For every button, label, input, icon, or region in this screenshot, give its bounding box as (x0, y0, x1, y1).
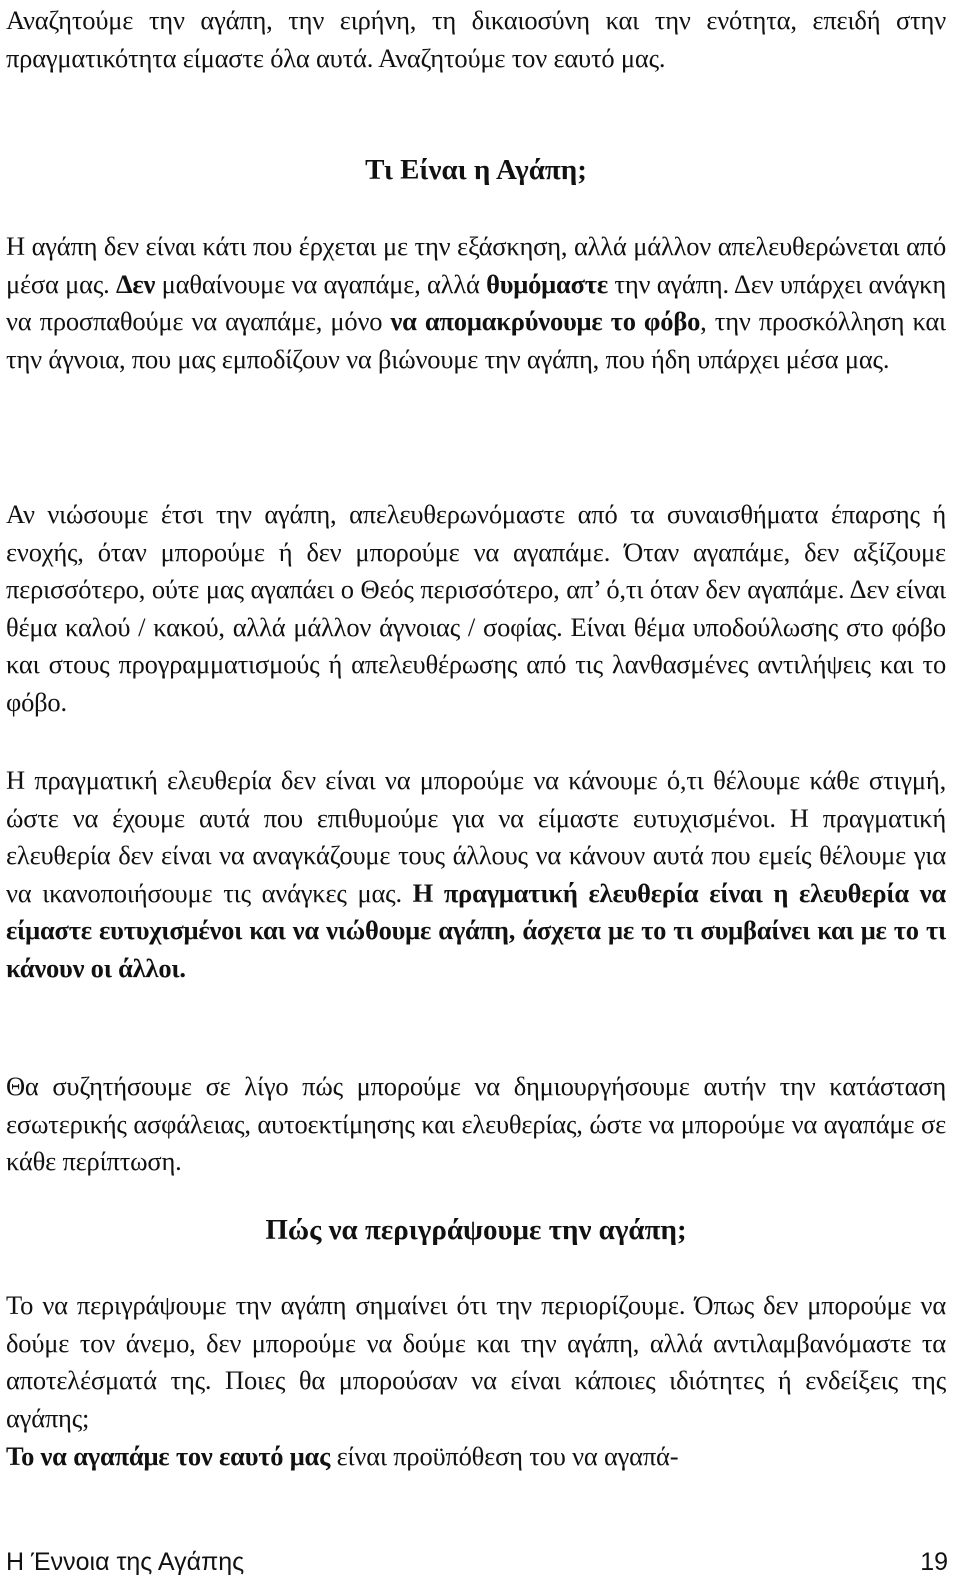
love-paragraph-1 (6, 228, 946, 378)
describe-paragraph-1: Το να περιγράψουμε την αγάπη σημαίνει ότι την περιορίζουμε. Όπως δεν μπορούμε να δούμε τον άνεμο, δεν μπορούμε να δούμε και την αγάπη, αλλά αντιλαμβανόμαστε τα αποτελέσματά της. Ποιες θα μπορούσαν να είναι κάποιες ιδιότητες ή ενδείξεις της αγάπης; (6, 1290, 946, 1433)
footer-book-title: Η Έννοια της Αγάπης (6, 1548, 245, 1576)
bold-run: Δεν (116, 268, 156, 299)
bold-run: Το να αγαπάμε τον εαυτό μας (6, 1441, 331, 1471)
describe-paragraph-2 (6, 1438, 946, 1476)
intro-paragraph: Αναζητούμε την αγάπη, την ειρήνη, τη δικαιοσύνη και την ενότητα, επειδή στην πραγματικότητα είμαστε όλα αυτά. Αναζητούμε τον εαυτό μας. (6, 5, 946, 73)
text-run: Η αγάπη δεν είναι κάτι που έρχεται με την εξάσκηση, αλλά μάλλον απελευθερώνεται από μέσα μας. (6, 231, 946, 299)
text-run: , την προσκόλληση και την άγνοια, που μας εμποδίζουν να βιώνουμε την αγάπη, που ήδη υπάρχει μέσα μας. (6, 306, 946, 374)
page-number: 19 (920, 1548, 948, 1576)
section-heading-describe-love: Πώς να περιγράψουμε την αγάπη; (265, 1214, 687, 1246)
bold-run: Η πραγματική ελευθερία είναι η ελευθερία να είμαστε ευτυχισμένοι και να νιώθουμε αγάπη, άσχετα με το τι συμβαίνει και με το τι κάνουν οι άλλοι. (6, 877, 947, 983)
bold-run: να απομακρύνουμε το φόβο (390, 306, 701, 336)
text-run: την αγάπη. Δεν υπάρχει ανάγκη να προσπαθούμε να αγαπάμε, μόνο (6, 268, 946, 336)
text-run: Η πραγματική ελευθερία δεν είναι να μπορούμε να κάνουμε ό,τι θέλουμε κάθε στιγμή, ώστε να έχουμε αυτά που επιθυμούμε για να είμαστε ευτυχισμένοι. Η πραγματική ελευθερία δεν είναι να αναγκάζουμε τους άλλους να κάνουν αυτά που εμείς θέλουμε για να ικανοποιήσουμε τις ανάγκες μας. (6, 765, 946, 908)
section-heading-what-is-love: Τι Είναι η Αγάπη; (365, 154, 587, 186)
bold-run: θυμόμαστε (486, 268, 608, 299)
text-run: είναι προϋπόθεση του να αγαπά- (330, 1441, 679, 1471)
love-paragraph-3 (6, 762, 946, 987)
love-paragraph-4: Θα συζητήσουμε σε λίγο πώς μπορούμε να δημιουργήσουμε αυτήν την κατάσταση εσωτερικής ασφάλειας, αυτοεκτίμησης και ελευθερίας, ώστε να μπορούμε να αγαπάμε σε κάθε περίπτωση. (6, 1071, 946, 1176)
text-run: μαθαίνουμε να αγαπάμε, αλλά (155, 268, 487, 299)
love-paragraph-2: Αν νιώσουμε έτσι την αγάπη, απελευθερωνόμαστε από τα συναισθήματα έπαρσης ή ενοχής, όταν μπορούμε ή δεν μπορούμε να αγαπάμε. Όταν αγαπάμε, δεν αξίζουμε περισσότερο, ούτε μας αγαπάει ο Θεός περισσότερο, απ’ ό,τι όταν δεν αγαπάμε. Δεν είναι θέμα καλού / κακού, αλλά μάλλον άγνοιας / σοφίας. Είναι θέμα υποδούλωσης στο φόβο και στους προγραμματισμούς ή απελευθέρωσης από τις λανθασμένες αντιλήψεις και το φόβο. (6, 499, 946, 717)
